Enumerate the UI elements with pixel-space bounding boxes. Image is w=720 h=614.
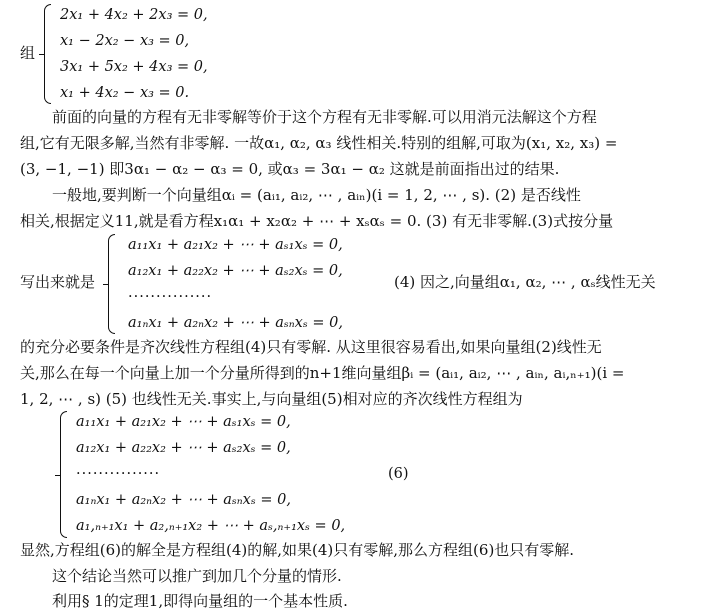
system6-number: (6) xyxy=(388,466,409,482)
system1-eq-2: x₁ − 2x₂ − x₃ = 0, xyxy=(60,33,190,49)
system6-eq-2: a₁₂x₁ + a₂₂x₂ + ⋯ + aₛ₂xₛ = 0, xyxy=(76,440,291,456)
para2-after: (4) 因之,向量组α₁, α₂, ⋯ , αₛ线性无关 xyxy=(394,273,656,291)
system1-eq-4: x₁ + 4x₂ − x₃ = 0. xyxy=(60,85,190,101)
tail-line-1: 显然,方程组(6)的解全是方程组(4)的解,如果(4)只有零解,那么方程组(6)也只有零解. xyxy=(20,541,575,559)
system1-eq-3: 3x₁ + 5x₂ + 4x₃ = 0, xyxy=(60,59,208,75)
para2-line-2: 相关,根据定义11,就是看方程x₁α₁ + x₂α₂ + ⋯ + xₛαₛ = 0. (3) 有无非零解.(3)式按分量 xyxy=(20,212,614,230)
system6-brace xyxy=(60,411,67,538)
para3-line-3: 1, 2, ⋯ , s) (5) 也线性无关.事实上,与向量组(5)相对应的齐次线性方程组为 xyxy=(20,390,523,408)
para1-line-1: 前面的向量的方程有无非零解等价于这个方程有无非零解.可以用消元法解这个方程 xyxy=(52,108,597,126)
system4-eq-4: a₁ₙx₁ + a₂ₙx₂ + ⋯ + aₛₙxₛ = 0, xyxy=(128,315,343,331)
para2-lead: 写出来就是 xyxy=(20,273,96,291)
system6-eq-5: a₁,ₙ₊₁x₁ + a₂,ₙ₊₁x₂ + ⋯ + aₛ,ₙ₊₁xₛ = 0, xyxy=(76,518,346,534)
para3-line-1: 的充分必要条件是齐次线性方程组(4)只有零解. 从这里很容易看出,如果向量组(2)线性无 xyxy=(20,338,602,356)
system6-eq-1: a₁₁x₁ + a₂₁x₂ + ⋯ + aₛ₁xₛ = 0, xyxy=(76,414,291,430)
system1-lead: 组 xyxy=(20,44,36,62)
system4-dots: ··············· xyxy=(128,289,213,305)
system6-dots: ··············· xyxy=(76,466,161,482)
system4-eq-2: a₁₂x₁ + a₂₂x₂ + ⋯ + aₛ₂xₛ = 0, xyxy=(128,263,343,279)
para1-line-2: 组,它有无限多解,当然有非零解. 一故α₁, α₂, α₃ 线性相关.特别的组解,可取为(x₁, x₂, x₃) = xyxy=(20,134,618,152)
tail-line-3: 利用§ 1的定理1,即得向量组的一个基本性质. xyxy=(52,592,348,610)
system1-eq-1: 2x₁ + 4x₂ + 2x₃ = 0, xyxy=(60,7,208,23)
system4-eq-1: a₁₁x₁ + a₂₁x₂ + ⋯ + aₛ₁xₛ = 0, xyxy=(128,237,343,253)
tail-line-2: 这个结论当然可以推广到加几个分量的情形. xyxy=(52,567,342,585)
system4-brace xyxy=(108,234,115,334)
system1-brace xyxy=(44,4,51,104)
para1-line-3: (3, −1, −1) 即3α₁ − α₂ − α₃ = 0, 或α₃ = 3α₁ − α₂ 这就是前面指出过的结果. xyxy=(20,160,560,178)
system6-eq-4: a₁ₙx₁ + a₂ₙx₂ + ⋯ + aₛₙxₛ = 0, xyxy=(76,492,291,508)
para2-line-1: 一般地,要判断一个向量组αᵢ = (aᵢ₁, aᵢ₂, ⋯ , aᵢₙ)(i = 1, 2, ⋯ , s). (2) 是否线性 xyxy=(52,186,581,204)
para3-line-2: 关,那么在每一个向量上加一个分量所得到的n+1维向量组βᵢ = (aᵢ₁, aᵢ₂, ⋯ , aᵢₙ, aᵢ,ₙ₊₁)(i = xyxy=(20,364,625,382)
